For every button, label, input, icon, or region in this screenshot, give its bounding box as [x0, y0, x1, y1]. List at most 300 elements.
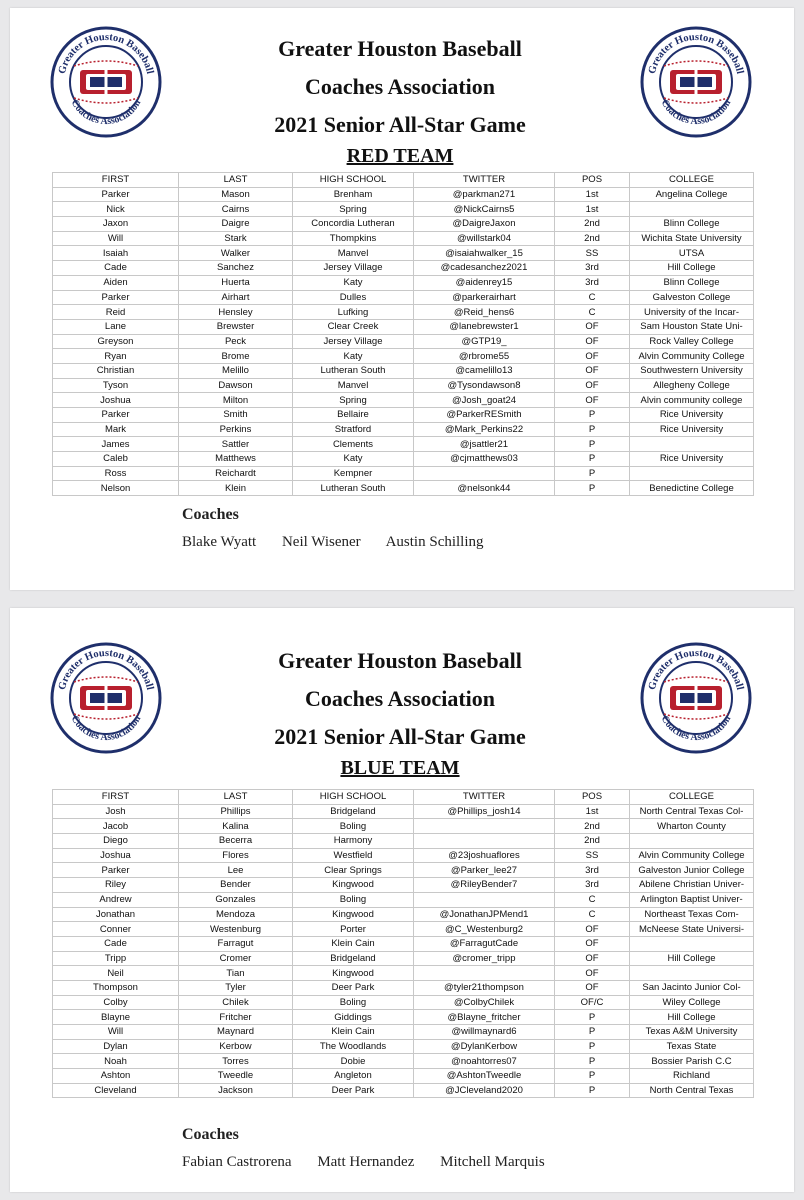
cell-first: Joshua [53, 848, 179, 863]
cell-last: Brome [179, 349, 293, 364]
cell-twitter: @FarragutCade [414, 936, 555, 951]
cell-high-school: Klein Cain [293, 1025, 414, 1040]
cell-twitter: @tyler21thompson [414, 980, 555, 995]
table-row [53, 863, 754, 878]
cell-pos: P [555, 437, 630, 452]
column-header-college: COLLEGE [630, 790, 754, 805]
cell-twitter: @cjmatthews03 [414, 452, 555, 467]
cell-pos: OF [555, 966, 630, 981]
table-row [53, 951, 754, 966]
cell-college: UTSA [630, 246, 754, 261]
cell-college: North Central Texas Col- [630, 804, 754, 819]
column-header-high-school: HIGH SCHOOL [293, 173, 414, 188]
cell-last: Tian [179, 966, 293, 981]
cell-twitter [414, 466, 555, 481]
cell-pos: C [555, 892, 630, 907]
cell-pos: OF [555, 980, 630, 995]
cell-college: Allegheny College [630, 378, 754, 393]
table-row [53, 437, 754, 452]
cell-high-school: Kingwood [293, 907, 414, 922]
cell-twitter: @NickCairns5 [414, 202, 555, 217]
cell-last: Phillips [179, 804, 293, 819]
cell-last: Matthews [179, 452, 293, 467]
cell-first: Riley [53, 878, 179, 893]
table-row [53, 804, 754, 819]
table-header-row [53, 790, 754, 805]
cell-last: Tyler [179, 980, 293, 995]
svg-text:Greater Houston Baseball: Greater Houston Baseball [56, 31, 156, 76]
cell-twitter: @Phillips_josh14 [414, 804, 555, 819]
cell-pos: P [555, 466, 630, 481]
title-association: Greater Houston Baseball [278, 648, 522, 673]
blue-team-sheet [10, 608, 794, 1192]
cell-last: Farragut [179, 936, 293, 951]
cell-twitter: @Parker_lee27 [414, 863, 555, 878]
red-team-sheet [10, 8, 794, 590]
cell-last: Cairns [179, 202, 293, 217]
cell-high-school: Lufking [293, 305, 414, 320]
cell-first: Blayne [53, 1010, 179, 1025]
cell-twitter: @DylanKerbow [414, 1039, 555, 1054]
cell-last: Jackson [179, 1083, 293, 1098]
coaches-section [182, 506, 506, 551]
cell-pos: C [555, 290, 630, 305]
table-row [53, 1069, 754, 1084]
cell-high-school: Manvel [293, 246, 414, 261]
roster-table [52, 789, 754, 1098]
cell-first: Thompson [53, 980, 179, 995]
cell-first: Andrew [53, 892, 179, 907]
cell-pos: 3rd [555, 878, 630, 893]
cell-high-school: Bridgeland [293, 804, 414, 819]
cell-last: Fritcher [179, 1010, 293, 1025]
table-row [53, 819, 754, 834]
cell-last: Daigre [179, 217, 293, 232]
cell-twitter: @parkman271 [414, 187, 555, 202]
cell-pos: OF [555, 334, 630, 349]
cell-pos: 2nd [555, 217, 630, 232]
cell-first: Isaiah [53, 246, 179, 261]
cell-twitter: @Josh_goat24 [414, 393, 555, 408]
cell-last: Peck [179, 334, 293, 349]
cell-first: Tyson [53, 378, 179, 393]
cell-high-school: The Woodlands [293, 1039, 414, 1054]
roster-table [52, 172, 754, 496]
cell-high-school: Kempner [293, 466, 414, 481]
table-row [53, 1054, 754, 1069]
cell-pos: 3rd [555, 863, 630, 878]
cell-pos: OF [555, 922, 630, 937]
cell-pos: OF/C [555, 995, 630, 1010]
cell-high-school: Deer Park [293, 980, 414, 995]
table-row [53, 1083, 754, 1098]
cell-college [630, 202, 754, 217]
coach-names [182, 1154, 567, 1171]
cell-college: Galveston College [630, 290, 754, 305]
table-row [53, 980, 754, 995]
cell-twitter: @ParkerRESmith [414, 408, 555, 423]
cell-college: Sam Houston State Uni- [630, 319, 754, 334]
svg-text:Coaches Association: Coaches Association [658, 713, 734, 744]
cell-high-school: Kingwood [293, 966, 414, 981]
cell-pos: SS [555, 246, 630, 261]
cell-first: Christian [53, 363, 179, 378]
cell-high-school: Clear Springs [293, 863, 414, 878]
cell-first: Cleveland [53, 1083, 179, 1098]
cell-pos: C [555, 907, 630, 922]
cell-pos: OF [555, 393, 630, 408]
coach-names [182, 534, 506, 551]
cell-twitter: @jsattler21 [414, 437, 555, 452]
column-header-last: LAST [179, 790, 293, 805]
cell-first: Diego [53, 834, 179, 849]
cell-college: Alvin Community College [630, 349, 754, 364]
table-row [53, 217, 754, 232]
cell-college: Alvin Community College [630, 848, 754, 863]
svg-text:Greater Houston Baseball: Greater Houston Baseball [646, 31, 746, 76]
cell-pos: OF [555, 378, 630, 393]
coach-name: Austin Schilling [385, 534, 484, 550]
table-row [53, 349, 754, 364]
cell-pos: P [555, 408, 630, 423]
cell-first: Neil [53, 966, 179, 981]
cell-last: Kalina [179, 819, 293, 834]
cell-twitter: @DaigreJaxon [414, 217, 555, 232]
svg-text:Coaches Association: Coaches Association [68, 713, 144, 744]
association-logo [640, 26, 752, 138]
table-row [53, 334, 754, 349]
table-header-row [53, 173, 754, 188]
column-header-first: FIRST [53, 173, 179, 188]
cell-last: Huerta [179, 275, 293, 290]
cell-college: Wichita State University [630, 231, 754, 246]
table-row [53, 261, 754, 276]
cell-last: Stark [179, 231, 293, 246]
coach-name: Blake Wyatt [182, 534, 257, 550]
cell-high-school: Deer Park [293, 1083, 414, 1098]
cell-high-school: Katy [293, 275, 414, 290]
cell-high-school: Dulles [293, 290, 414, 305]
cell-last: Reichardt [179, 466, 293, 481]
cell-twitter: @cromer_tripp [414, 951, 555, 966]
coach-name: Fabian Castrorena [182, 1154, 292, 1170]
cell-pos: OF [555, 363, 630, 378]
cell-high-school: Jersey Village [293, 334, 414, 349]
cell-pos: P [555, 452, 630, 467]
association-logo [50, 26, 162, 138]
cell-college: McNeese State Universi- [630, 922, 754, 937]
cell-first: Parker [53, 187, 179, 202]
cell-last: Airhart [179, 290, 293, 305]
cell-first: Will [53, 231, 179, 246]
cell-last: Becerra [179, 834, 293, 849]
cell-first: Greyson [53, 334, 179, 349]
cell-first: Joshua [53, 393, 179, 408]
table-row [53, 363, 754, 378]
cell-pos: P [555, 1025, 630, 1040]
cell-first: Nelson [53, 481, 179, 496]
column-header-college: COLLEGE [630, 173, 754, 188]
cell-last: Perkins [179, 422, 293, 437]
svg-text:Coaches Association: Coaches Association [658, 97, 734, 128]
cell-last: Lee [179, 863, 293, 878]
table-row [53, 231, 754, 246]
cell-last: Brewster [179, 319, 293, 334]
cell-college: Southwestern University [630, 363, 754, 378]
cell-high-school: Bridgeland [293, 951, 414, 966]
cell-pos: 1st [555, 202, 630, 217]
svg-text:Coaches Association: Coaches Association [68, 97, 144, 128]
cell-first: Jaxon [53, 217, 179, 232]
cell-high-school: Boling [293, 892, 414, 907]
cell-high-school: Giddings [293, 1010, 414, 1025]
cell-first: Lane [53, 319, 179, 334]
cell-high-school: Clements [293, 437, 414, 452]
cell-high-school: Spring [293, 202, 414, 217]
table-row [53, 1010, 754, 1025]
table-row [53, 1039, 754, 1054]
cell-first: Nick [53, 202, 179, 217]
table-row [53, 452, 754, 467]
cell-high-school: Harmony [293, 834, 414, 849]
cell-twitter: @AshtonTweedle [414, 1069, 555, 1084]
table-row [53, 290, 754, 305]
cell-twitter: @Mark_Perkins22 [414, 422, 555, 437]
cell-first: Mark [53, 422, 179, 437]
cell-college: Wharton County [630, 819, 754, 834]
title-association-2: Coaches Association [304, 74, 496, 99]
cell-pos: SS [555, 848, 630, 863]
cell-college: Abilene Christian Univer- [630, 878, 754, 893]
cell-high-school: Westfield [293, 848, 414, 863]
svg-text:Greater Houston Baseball: Greater Houston Baseball [56, 647, 156, 692]
cell-last: Sattler [179, 437, 293, 452]
cell-pos: OF [555, 349, 630, 364]
cell-college [630, 834, 754, 849]
cell-last: Maynard [179, 1025, 293, 1040]
cell-last: Torres [179, 1054, 293, 1069]
cell-pos: P [555, 1010, 630, 1025]
cell-college: Benedictine College [630, 481, 754, 496]
cell-last: Westenburg [179, 922, 293, 937]
cell-pos: C [555, 305, 630, 320]
cell-pos: 2nd [555, 231, 630, 246]
cell-college: Bossier Parish C.C [630, 1054, 754, 1069]
table-row [53, 922, 754, 937]
cell-twitter: @ColbyChilek [414, 995, 555, 1010]
cell-last: Melillo [179, 363, 293, 378]
cell-high-school: Clear Creek [293, 319, 414, 334]
table-row [53, 408, 754, 423]
team-name: BLUE TEAM [340, 757, 460, 779]
table-row [53, 275, 754, 290]
cell-college: Texas State [630, 1039, 754, 1054]
cell-pos: P [555, 1069, 630, 1084]
cell-high-school: Katy [293, 349, 414, 364]
cell-pos: P [555, 481, 630, 496]
cell-college: Texas A&M University [630, 1025, 754, 1040]
table-row [53, 319, 754, 334]
cell-twitter: @23joshuaflores [414, 848, 555, 863]
cell-college: University of the Incar- [630, 305, 754, 320]
cell-first: Reid [53, 305, 179, 320]
cell-pos: 1st [555, 804, 630, 819]
cell-twitter: @parkerairhart [414, 290, 555, 305]
cell-twitter: @C_Westenburg2 [414, 922, 555, 937]
cell-last: Klein [179, 481, 293, 496]
table-row [53, 187, 754, 202]
cell-first: Will [53, 1025, 179, 1040]
cell-first: Parker [53, 408, 179, 423]
coach-name: Neil Wisener [281, 534, 361, 550]
cell-college [630, 466, 754, 481]
cell-twitter: @willstark04 [414, 231, 555, 246]
cell-twitter: @Reid_hens6 [414, 305, 555, 320]
table-row [53, 393, 754, 408]
cell-twitter [414, 819, 555, 834]
cell-pos: 3rd [555, 275, 630, 290]
cell-high-school: Lutheran South [293, 363, 414, 378]
cell-twitter: @Blayne_fritcher [414, 1010, 555, 1025]
cell-twitter: @camelillo13 [414, 363, 555, 378]
svg-text:Greater Houston Baseball: Greater Houston Baseball [646, 647, 746, 692]
cell-last: Walker [179, 246, 293, 261]
title-association: Greater Houston Baseball [278, 36, 522, 61]
cell-last: Flores [179, 848, 293, 863]
cell-college: Arlington Baptist Univer- [630, 892, 754, 907]
cell-college: Alvin community college [630, 393, 754, 408]
cell-first: Ross [53, 466, 179, 481]
coaches-label: Coaches [182, 506, 239, 523]
cell-pos: P [555, 1083, 630, 1098]
cell-high-school: Jersey Village [293, 261, 414, 276]
cell-pos: OF [555, 319, 630, 334]
cell-first: Ryan [53, 349, 179, 364]
cell-college: Blinn College [630, 217, 754, 232]
cell-twitter [414, 834, 555, 849]
column-header-high-school: HIGH SCHOOL [293, 790, 414, 805]
cell-college: Rock Valley College [630, 334, 754, 349]
cell-twitter: @noahtorres07 [414, 1054, 555, 1069]
cell-last: Kerbow [179, 1039, 293, 1054]
cell-last: Bender [179, 878, 293, 893]
cell-last: Mason [179, 187, 293, 202]
cell-pos: OF [555, 936, 630, 951]
cell-college [630, 936, 754, 951]
cell-pos: 3rd [555, 261, 630, 276]
cell-pos: P [555, 1039, 630, 1054]
cell-twitter: @rbrome55 [414, 349, 555, 364]
cell-pos: P [555, 1054, 630, 1069]
column-header-last: LAST [179, 173, 293, 188]
cell-twitter: @Tysondawson8 [414, 378, 555, 393]
coaches-label: Coaches [182, 1126, 239, 1143]
cell-twitter [414, 892, 555, 907]
title-association-2: Coaches Association [304, 686, 496, 711]
coach-name: Matt Hernandez [317, 1154, 415, 1170]
table-row [53, 848, 754, 863]
cell-last: Dawson [179, 378, 293, 393]
cell-high-school: Spring [293, 393, 414, 408]
cell-high-school: Boling [293, 995, 414, 1010]
cell-college: North Central Texas [630, 1083, 754, 1098]
cell-first: Jacob [53, 819, 179, 834]
cell-pos: OF [555, 951, 630, 966]
cell-twitter: @JCleveland2020 [414, 1083, 555, 1098]
cell-pos: P [555, 422, 630, 437]
cell-first: Parker [53, 290, 179, 305]
cell-twitter: @isaiahwalker_15 [414, 246, 555, 261]
coach-name: Mitchell Marquis [440, 1154, 545, 1170]
cell-college: Rice University [630, 422, 754, 437]
cell-first: Tripp [53, 951, 179, 966]
table-row [53, 466, 754, 481]
cell-high-school: Porter [293, 922, 414, 937]
cell-twitter: @GTP19_ [414, 334, 555, 349]
cell-high-school: Klein Cain [293, 936, 414, 951]
sheet-header [170, 30, 630, 168]
cell-last: Milton [179, 393, 293, 408]
cell-high-school: Kingwood [293, 878, 414, 893]
cell-college: Angelina College [630, 187, 754, 202]
cell-high-school: Dobie [293, 1054, 414, 1069]
cell-first: Jonathan [53, 907, 179, 922]
table-row [53, 936, 754, 951]
cell-high-school: Brenham [293, 187, 414, 202]
cell-pos: 1st [555, 187, 630, 202]
cell-college [630, 437, 754, 452]
cell-twitter: @aidenrey15 [414, 275, 555, 290]
table-row [53, 892, 754, 907]
cell-high-school: Lutheran South [293, 481, 414, 496]
title-game: 2021 Senior All-Star Game [274, 724, 526, 749]
cell-first: Colby [53, 995, 179, 1010]
association-logo [50, 642, 162, 754]
column-header-pos: POS [555, 790, 630, 805]
cell-twitter: @RileyBender7 [414, 878, 555, 893]
cell-first: Parker [53, 863, 179, 878]
cell-twitter [414, 966, 555, 981]
cell-high-school: Bellaire [293, 408, 414, 423]
column-header-twitter: TWITTER [414, 173, 555, 188]
cell-first: James [53, 437, 179, 452]
column-header-twitter: TWITTER [414, 790, 555, 805]
table-row [53, 995, 754, 1010]
association-logo [640, 642, 752, 754]
cell-last: Mendoza [179, 907, 293, 922]
cell-last: Cromer [179, 951, 293, 966]
cell-college: Rice University [630, 452, 754, 467]
title-game: 2021 Senior All-Star Game [274, 112, 526, 137]
cell-high-school: Concordia Lutheran [293, 217, 414, 232]
column-header-first: FIRST [53, 790, 179, 805]
cell-college: Galveston Junior College [630, 863, 754, 878]
cell-high-school: Boling [293, 819, 414, 834]
cell-first: Cade [53, 261, 179, 276]
cell-last: Smith [179, 408, 293, 423]
cell-college: Wiley College [630, 995, 754, 1010]
cell-twitter: @JonathanJPMend1 [414, 907, 555, 922]
cell-first: Josh [53, 804, 179, 819]
table-row [53, 246, 754, 261]
cell-twitter: @willmaynard6 [414, 1025, 555, 1040]
cell-last: Tweedle [179, 1069, 293, 1084]
column-header-pos: POS [555, 173, 630, 188]
cell-high-school: Katy [293, 452, 414, 467]
cell-last: Sanchez [179, 261, 293, 276]
table-row [53, 481, 754, 496]
cell-pos: 2nd [555, 819, 630, 834]
